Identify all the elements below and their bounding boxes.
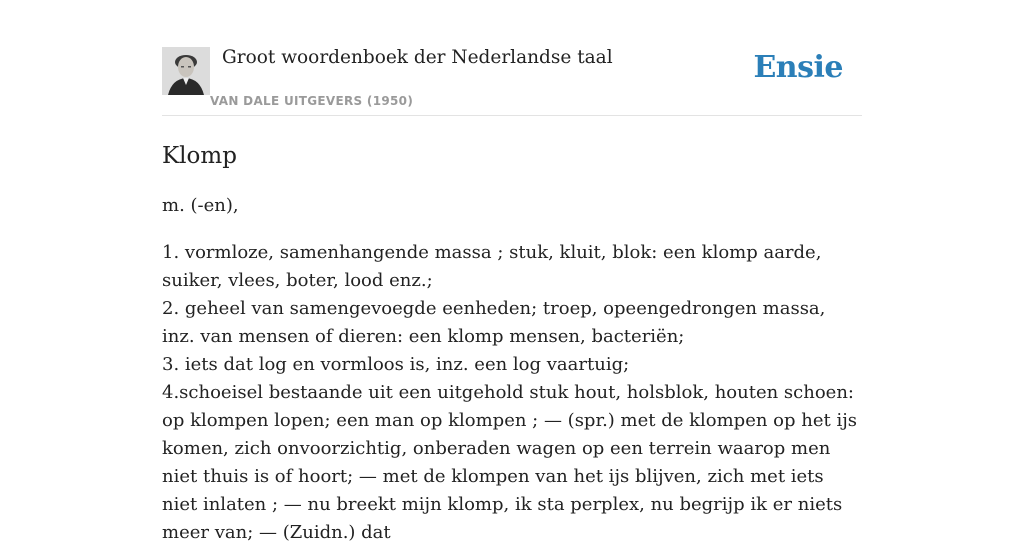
avatar[interactable] xyxy=(162,47,210,95)
grammar-info: m. (-en), xyxy=(162,195,239,216)
book-title[interactable]: Groot woordenboek der Nederlandse taal xyxy=(222,47,613,68)
entry-title: Klomp xyxy=(162,143,237,169)
definition-item: 3. iets dat log en vormloos is, inz. een log vaartuig; xyxy=(162,354,630,375)
ensie-logo-link[interactable]: Ensie xyxy=(753,50,843,85)
page xyxy=(162,0,862,547)
definition-item: 1. vormloze, samenhangende massa ; stuk, kluit, blok: een klomp aarde, suiker, vlees, boter, lood enz.; xyxy=(162,242,822,291)
definition-item: 4.schoeisel bestaande uit een uitgehold stuk hout, holsblok, houten schoen: op klompen lopen; een man op klompen ; — (spr.) met de klompen op het ijs komen, zich onvoorzichtig, onberaden wagen op een terrein waarop men niet thuis is of hoort; — met de klompen van het ijs blijven, zich met iets niet inlaten ; — nu breekt mijn klomp, ik sta perplex, nu begrijp ik er niets meer van; — (Zuidn.) dat xyxy=(162,382,858,543)
definition-item: 2. geheel van samengevoegde eenheden; troep, opeengedrongen massa, inz. van mensen of dieren: een klomp mensen, bacteriën; xyxy=(162,298,826,347)
portrait-photo-icon xyxy=(162,47,210,95)
header xyxy=(162,46,862,116)
definitions xyxy=(162,239,862,547)
publisher-label: VAN DALE UITGEVERS (1950) xyxy=(210,94,414,108)
